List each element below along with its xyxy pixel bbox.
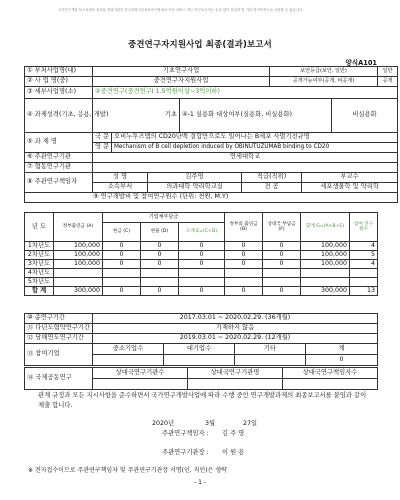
budget-cell-gov: 100,000 (54, 251, 103, 260)
project-label: ② 사 업 명(중) (25, 77, 93, 87)
budget-cell-total: 100,000 (301, 260, 350, 269)
form-id-label: 양식A101 (345, 59, 377, 67)
practical-value: 비실용화 (332, 99, 398, 133)
budget-cell-gov_fund: 0 (225, 242, 263, 251)
intl-partner-lead-header: 상대국연구책임자수 (283, 368, 378, 379)
budget-row (25, 251, 378, 260)
researcher-label: ⑧ 주관연구책임자 (25, 173, 93, 193)
coop-org-value (93, 163, 398, 173)
budget-sum-nongov: 0 (225, 287, 263, 296)
security-label: 보안등급(보안, 일반) (270, 67, 378, 77)
budget-sum-staff: 13 (350, 287, 378, 296)
budget-cell-subtotal: 0 (179, 242, 225, 251)
ministry-value: 기초연구사업 (93, 67, 270, 77)
intl-label: ⑭ 국제공동연구 (25, 368, 93, 390)
budget-cell-total: 100,000 (301, 251, 350, 260)
researcher-major-label: 전 공 (242, 183, 302, 193)
researcher-dept-value: 의과대학 약리학교실 (148, 183, 242, 193)
project-value: 중견연구자지원사업 (93, 77, 270, 87)
researcher-name-value: 김주영 (148, 173, 242, 183)
budget-cell-staff: 5 (350, 251, 378, 260)
budget-header-cash: 현금 (C) (103, 223, 141, 242)
budget-cell-local (263, 269, 301, 278)
date-day: 27일 (243, 420, 258, 427)
lead-researcher-name: 김 주 영 (222, 430, 245, 437)
budget-row (25, 242, 378, 251)
researcher-major-value: 세포생물학 및 약리학 (302, 183, 398, 193)
budget-sum-cash: 0 (103, 287, 141, 296)
budget-cell-year: 4차년도 (25, 269, 54, 278)
budget-header-staff: 참여 연구원수 (350, 213, 378, 242)
budget-cell-inkind (141, 278, 179, 287)
participants-large-header: 대기업수 (164, 344, 235, 355)
title-kr-label: 국 문 (93, 133, 112, 143)
participants-label: ⑬ 참여기업 (25, 344, 93, 366)
participants-sum-value: 0 (306, 355, 378, 366)
budget-cell-year: 3차년도 (25, 260, 54, 269)
budget-cell-cash: 0 (103, 251, 141, 260)
budget-cell-cash: 0 (103, 242, 141, 251)
participants-etc-value (235, 355, 306, 366)
budget-cell-subtotal: 0 (179, 251, 225, 260)
budget-cell-total (301, 278, 350, 287)
researcher-position-value: 부교수 (302, 173, 398, 183)
budget-cell-inkind (141, 269, 179, 278)
period-table (24, 313, 378, 366)
budget-cell-year: 5차년도 (25, 278, 54, 287)
intl-partner-inst-value (93, 379, 188, 390)
budget-cell-local: 0 (263, 242, 301, 251)
title-kr-value: 오비누투즈맵의 CD20단백 결합만으로도 일어나는 B세포 사멸기전규명 (112, 133, 398, 143)
lead-researcher-label: 주관연구책임자 : (162, 430, 209, 437)
budget-section-title: ⑨ 연구개발비 및 참여연구원수 (단위: 천원, M.Y) (25, 193, 398, 203)
title-label: ⑤ 과 제 명 (25, 133, 93, 153)
intl-partner-name-header: 상대국연구기관명 (188, 368, 283, 379)
participants-mid-header: 중소기업수 (93, 344, 164, 355)
budget-row (25, 269, 378, 278)
budget-cell-gov: 100,000 (54, 260, 103, 269)
budget-cell-total: 100,000 (301, 242, 350, 251)
nature-value: 기초 (93, 99, 180, 133)
budget-row (25, 278, 378, 287)
total-period-value: 2017.03.01 ~ 2020.02.29. (36개월) (93, 314, 378, 324)
budget-sum-total: 300,000 (301, 287, 350, 296)
total-period-label: ⑩ 총연구기간 (25, 314, 93, 324)
budget-cell-local: 0 (263, 260, 301, 269)
budget-header-local: 상대국 부담금 (F) (263, 213, 301, 242)
budget-cell-gov (54, 269, 103, 278)
page-number: - 1 - (194, 479, 206, 486)
budget-cell-total (301, 269, 350, 278)
budget-cell-subtotal: 0 (179, 260, 225, 269)
budget-cell-staff: 4 (350, 260, 378, 269)
multi-period-value: 기재하지 않음 (93, 324, 378, 334)
budget-cell-subtotal (179, 269, 225, 278)
lead-org-value: 연세대학교 (93, 153, 398, 163)
date-month: 3월 (205, 420, 216, 427)
budget-sum-gov: 300,000 (54, 287, 103, 296)
budget-cell-cash (103, 278, 141, 287)
budget-cell-gov_fund: 0 (225, 251, 263, 260)
participants-etc-header: 기타 (235, 344, 306, 355)
intl-partner-name-value (188, 379, 283, 390)
title-en-value: Mechanism of B cell depletion induced by OBINUTUZUMAB binding to CD20 (112, 143, 398, 153)
budget-cell-inkind: 0 (141, 251, 179, 260)
budget-sum-inkind: 0 (141, 287, 179, 296)
participants-mid-value (93, 355, 164, 366)
participants-large-value (164, 355, 235, 366)
lead-org-label: ⑥ 주관연구기관 (25, 153, 93, 163)
public-label: 공개가능여부(공개, 비공개) (270, 77, 378, 87)
researcher-dept-label: 소속부서 (93, 183, 148, 193)
budget-cell-gov: 100,000 (54, 242, 103, 251)
budget-header-total: 합계 G=(A+B+E) (301, 213, 350, 242)
ministry-label: ① 부처사업명(대) (25, 67, 93, 77)
title-en-label: 영 문 (93, 143, 112, 153)
participants-sum-header: 계 (306, 344, 378, 355)
detail-value: ④중견연구(중견연구I 1.5억원이상~3억이하) (93, 87, 398, 99)
researcher-name-label: 성 명 (93, 173, 148, 183)
budget-sum-subtotal: 0 (179, 287, 225, 296)
security-value: 일반 (378, 67, 398, 77)
budget-sum-local: 0 (263, 287, 301, 296)
budget-cell-subtotal (179, 278, 225, 287)
budget-cell-inkind: 0 (141, 260, 179, 269)
budget-cell-gov_fund: 0 (225, 260, 263, 269)
document-title: 중견연구자지원사업 최종(결과)보고서 (128, 39, 272, 49)
coop-org-label: ⑦ 협동연구기관 (25, 163, 93, 173)
current-period-value: 2019.03.01 ~ 2020.02.29. (12개월) (93, 334, 378, 344)
budget-header-gov: 정부출연금 (A) (54, 213, 103, 242)
project-info-table (24, 66, 398, 203)
multi-period-label: ⑪ 다년도협약연구기간 (25, 324, 93, 334)
budget-header-subtotal: 소계 E=(C+D) (179, 223, 225, 242)
budget-cell-local (263, 278, 301, 287)
budget-cell-cash (103, 269, 141, 278)
esign-note: ※ 전자접수이므로 주관연구책임자 및 주관연구기관장 서명(인, 직인)은 생략 (28, 467, 227, 474)
budget-row (25, 260, 378, 269)
budget-cell-gov_fund (225, 269, 263, 278)
org-head-label: 주관연구기관장 : (162, 449, 209, 456)
date-year: 2020년 (152, 420, 175, 427)
budget-cell-gov (54, 278, 103, 287)
budget-cell-year: 2차년도 (25, 251, 54, 260)
budget-sum-year: 합 계 (25, 287, 54, 296)
budget-cell-staff: 4 (350, 242, 378, 251)
budget-cell-gov_fund (225, 278, 263, 287)
budget-cell-year: 1차년도 (25, 242, 54, 251)
practical-label: ④-1 실용화 대상여부(실용화, 비실용화) (180, 99, 332, 133)
budget-cell-inkind: 0 (141, 242, 179, 251)
budget-cell-local: 0 (263, 251, 301, 260)
intl-partner-lead-value (283, 379, 378, 390)
intl-table (24, 367, 378, 390)
budget-header-nongov: 정부외 출연금 (B) (225, 213, 263, 242)
researcher-position-label: 직급(직위) (242, 173, 302, 183)
budget-header-year: 년 도 (25, 213, 54, 242)
budget-cell-cash: 0 (103, 260, 141, 269)
budget-cell-staff (350, 269, 378, 278)
public-value: 공개 (378, 77, 398, 87)
budget-header-corp: 기업체부담금 (103, 213, 225, 223)
budget-cell-staff (350, 278, 378, 287)
budget-table (24, 212, 378, 296)
submission-statement: 관계 규정과 모든 지시사항을 준수하면서 국가연구개발사업에 따라 수행 중인 연구개발과제의 최종보고서를 붙임과 같이 제출 합니다. (38, 392, 367, 409)
nature-label: ④ 과제성격(기초, 응용, 개발) (25, 99, 93, 133)
budget-header-inkind: 현물 (D) (141, 223, 179, 242)
current-period-label: ⑫ 당해연도연구기간 (25, 334, 93, 344)
header-notice: 국가연구개발 보고서원문 성과물 전담기관인 한국과학기술정보연구원에서 가공·서비스 하는 연구보고서는 동의 없이 상업적 및 기타 영리목적으로 사용할 수 없습니다. (58, 8, 304, 12)
intl-partner-inst-header: 상대국연구기관수 (93, 368, 188, 379)
org-head-name: 이 원 용 (222, 449, 245, 456)
detail-label: ③ 세부사업명(소) (25, 87, 93, 99)
